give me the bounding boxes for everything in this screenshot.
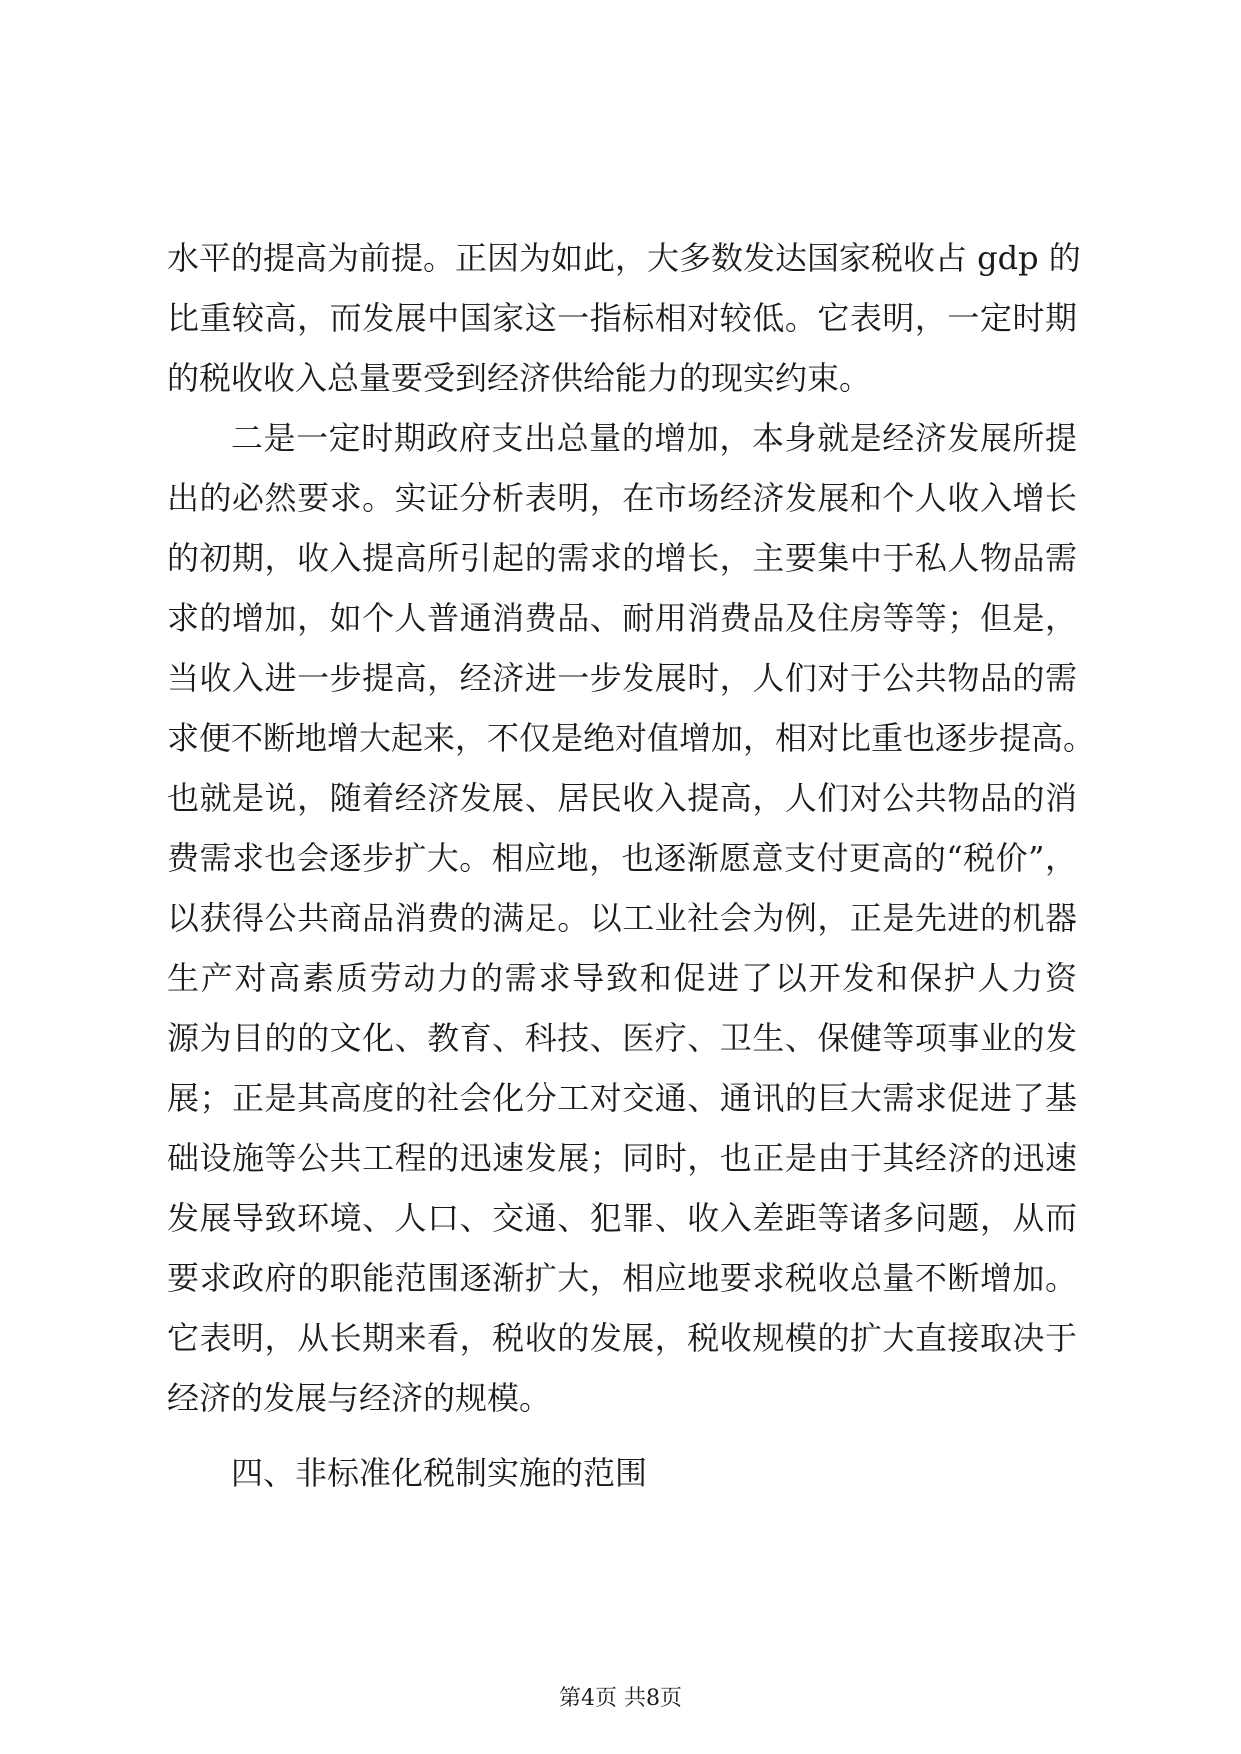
text-line: 发展导致环境、人口、交通、犯罪、收入差距等诸多问题，从而 — [167, 1199, 1077, 1237]
text-line: 础设施等公共工程的迅速发展；同时，也正是由于其经济的迅速 — [167, 1139, 1077, 1177]
page-number-footer: 第4页 共8页 — [559, 1686, 682, 1711]
text-line: 出的必然要求。实证分析表明，在市场经济发展和个人收入增长 — [167, 479, 1077, 517]
text-line: 求的增加，如个人普通消费品、耐用消费品及住房等等；但是， — [167, 599, 1077, 637]
text-line: 的税收收入总量要受到经济供给能力的现实约束。 — [167, 359, 872, 397]
paragraph-start-line: 二是一定时期政府支出总量的增加，本身就是经济发展所提 — [231, 419, 1077, 457]
text-line: 费需求也会逐步扩大。相应地，也逐渐愿意支付更高的“税价”， — [167, 839, 1077, 877]
text-line: 源为目的的文化、教育、科技、医疗、卫生、保健等项事业的发 — [167, 1019, 1077, 1057]
text-line: 求便不断地增大起来，不仅是绝对值增加，相对比重也逐步提高。 — [167, 719, 1096, 757]
text-line: 展；正是其高度的社会化分工对交通、通讯的巨大需求促进了基 — [167, 1079, 1077, 1117]
text-line: 比重较高，而发展中国家这一指标相对较低。它表明，一定时期 — [167, 299, 1077, 337]
text-line: 它表明，从长期来看，税收的发展，税收规模的扩大直接取决于 — [167, 1319, 1077, 1357]
text-line: 生产对高素质劳动力的需求导致和促进了以开发和保护人力资 — [167, 959, 1077, 997]
text-line: 的初期，收入提高所引起的需求的增长，主要集中于私人物品需 — [167, 539, 1077, 577]
text-line: 经济的发展与经济的规模。 — [167, 1379, 552, 1417]
text-line: 当收入进一步提高，经济进一步发展时，人们对于公共物品的需 — [167, 659, 1077, 697]
section-heading: 四、非标准化税制实施的范围 — [231, 1454, 648, 1492]
text-line: 也就是说，随着经济发展、居民收入提高，人们对公共物品的消 — [167, 779, 1077, 817]
text-line: 要求政府的职能范围逐渐扩大，相应地要求税收总量不断增加。 — [167, 1259, 1077, 1297]
text-line: 水平的提高为前提。正因为如此，大多数发达国家税收占 gdp 的 — [167, 239, 1081, 277]
text-line: 以获得公共商品消费的满足。以工业社会为例，正是先进的机器 — [167, 899, 1077, 937]
